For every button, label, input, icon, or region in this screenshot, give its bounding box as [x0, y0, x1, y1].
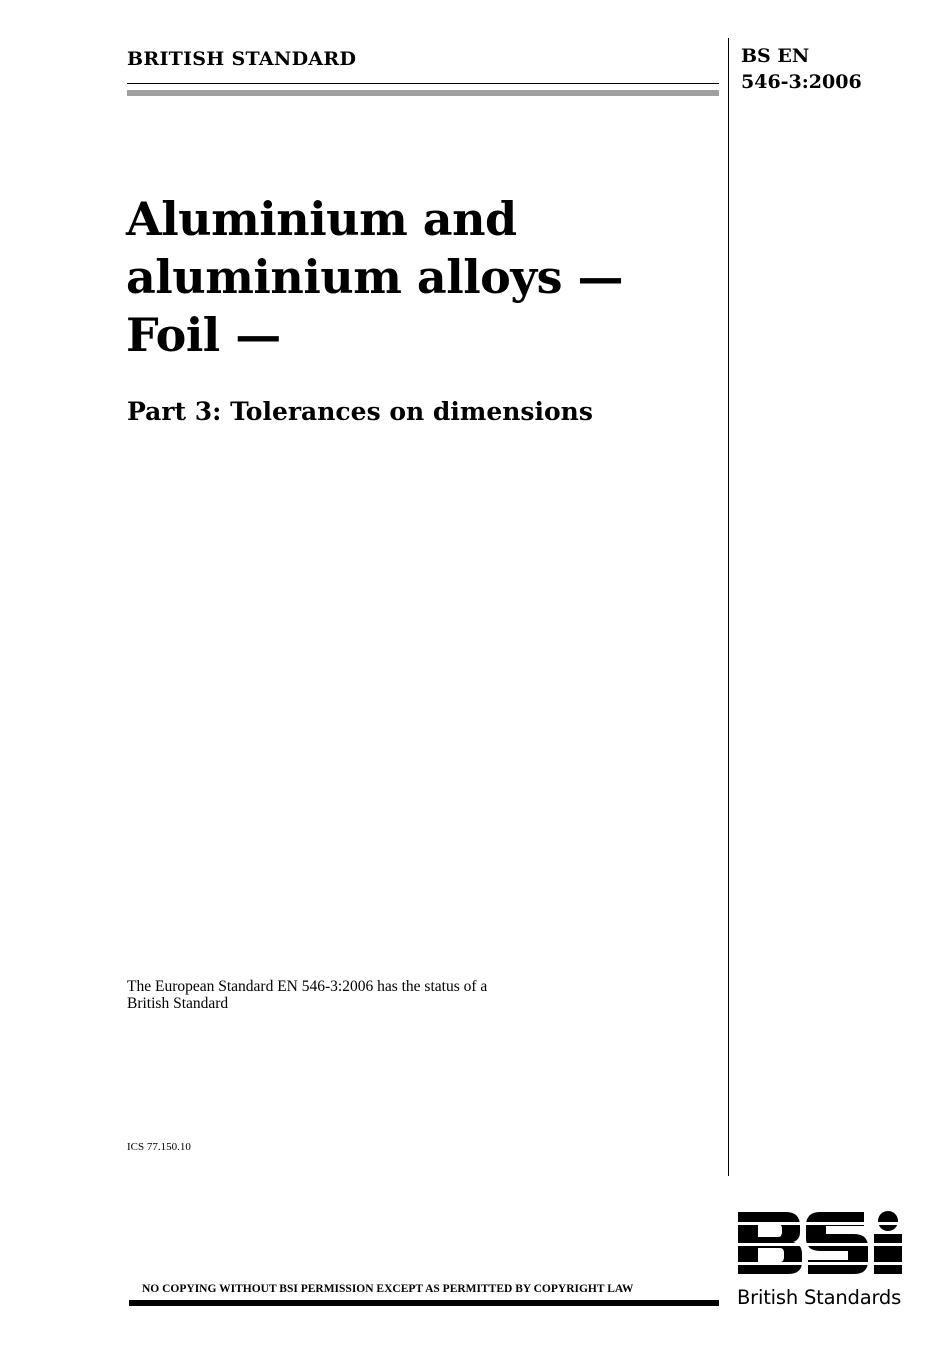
title-line-2: aluminium alloys —: [126, 250, 623, 304]
header-grey-rule: [127, 90, 719, 96]
bsi-logo-subtitle: British Standards: [737, 1286, 902, 1309]
document-title: [126, 190, 716, 364]
standard-number-line2: 546-3:2006: [741, 71, 862, 93]
status-note-line2: British Standard: [127, 995, 229, 1012]
copyright-notice: NO COPYING WITHOUT BSI PERMISSION EXCEPT AS PERMITTED BY COPYRIGHT LAW: [142, 1283, 634, 1295]
footer-rule: [129, 1300, 719, 1306]
title-line-3: Foil —: [126, 308, 281, 362]
part-subtitle: Part 3: Tolerances on dimensions: [127, 397, 593, 426]
header-thin-rule: [127, 83, 719, 84]
ics-code: ICS 77.150.10: [127, 1141, 191, 1153]
standard-number-line1: BS EN: [741, 45, 810, 67]
status-note: [127, 978, 597, 1012]
bsi-logo-letter-i: [874, 1234, 902, 1274]
document-type-label: BRITISH STANDARD: [127, 48, 357, 70]
standard-number: [741, 43, 862, 95]
column-divider: [728, 38, 729, 1176]
status-note-line1: The European Standard EN 546-3:2006 has the status of a: [127, 978, 488, 995]
title-line-1: Aluminium and: [126, 192, 517, 246]
bsi-logo-dot: [878, 1211, 898, 1231]
